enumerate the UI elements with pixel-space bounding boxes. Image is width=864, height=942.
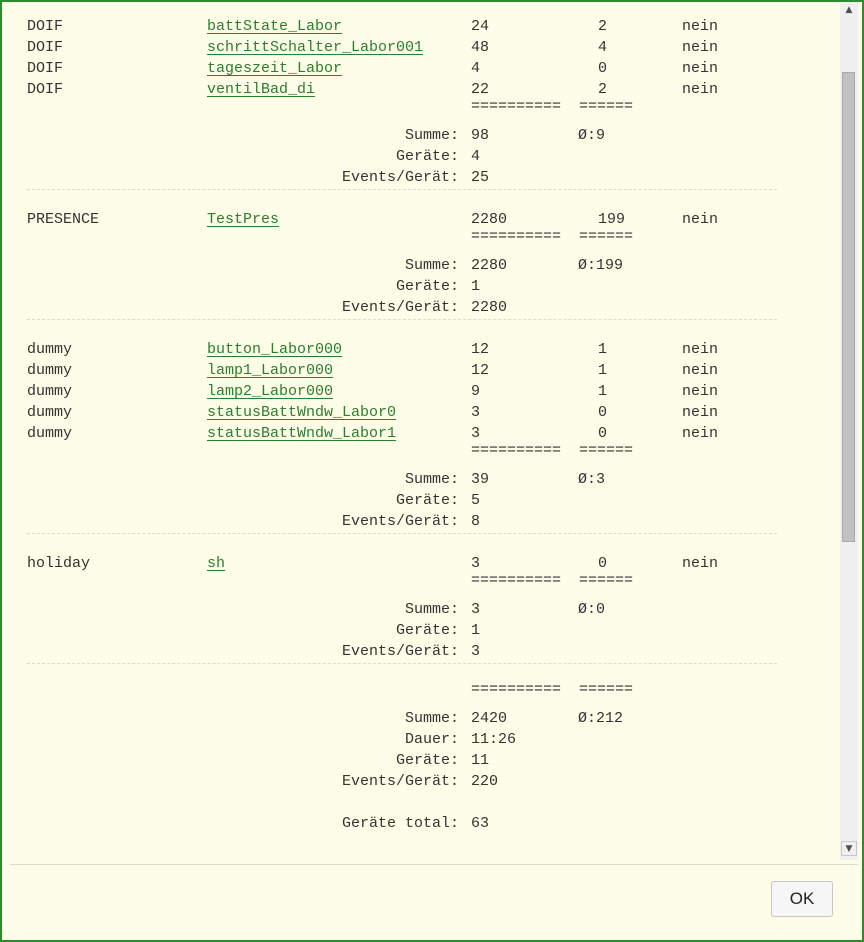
row-seconds: 0 bbox=[598, 425, 608, 442]
row-flag: nein bbox=[682, 362, 719, 379]
row-device-type: DOIF bbox=[27, 81, 64, 98]
row-event-count: 12 bbox=[471, 341, 490, 358]
row-event-count: 3 bbox=[471, 555, 481, 572]
row-device-link[interactable]: button_Labor000 bbox=[207, 341, 343, 358]
geraete-value: 5 bbox=[471, 492, 481, 509]
row-device-link[interactable]: lamp1_Labor000 bbox=[207, 362, 334, 379]
sum-separator: ========== ====== bbox=[471, 98, 634, 115]
row-event-count: 9 bbox=[471, 383, 481, 400]
row-seconds: 1 bbox=[598, 341, 608, 358]
average-value: Ø:9 bbox=[578, 127, 606, 144]
row-event-count: 22 bbox=[471, 81, 490, 98]
row-event-count: 12 bbox=[471, 362, 490, 379]
geraete-label: Geräte: bbox=[395, 492, 459, 509]
average-value: Ø:0 bbox=[578, 601, 606, 618]
summe-value: 3 bbox=[471, 601, 481, 618]
scroll-up-arrow-icon[interactable]: ▲ bbox=[841, 2, 857, 17]
row-device-type: holiday bbox=[27, 555, 91, 572]
summe-value: 98 bbox=[471, 127, 490, 144]
dialog-button-pane bbox=[10, 864, 858, 941]
row-event-count: 2280 bbox=[471, 211, 508, 228]
row-device-link[interactable]: schrittSchalter_Labor001 bbox=[207, 39, 424, 56]
row-event-count: 48 bbox=[471, 39, 490, 56]
row-seconds: 2 bbox=[598, 18, 608, 35]
row-flag: nein bbox=[682, 18, 719, 35]
events-per-device-value: 2280 bbox=[471, 299, 508, 316]
total-geraete-label: Geräte: bbox=[395, 752, 459, 769]
row-device-type: dummy bbox=[27, 383, 73, 400]
total-events-per-device-value: 220 bbox=[471, 773, 499, 790]
scrollbar-thumb[interactable] bbox=[842, 72, 855, 542]
row-seconds: 0 bbox=[598, 555, 608, 572]
total-average-value: Ø:212 bbox=[578, 710, 624, 727]
row-device-link[interactable]: statusBattWndw_Labor0 bbox=[207, 404, 397, 421]
geraete-value: 4 bbox=[471, 148, 481, 165]
summe-label: Summe: bbox=[404, 257, 459, 274]
average-value: Ø:199 bbox=[578, 257, 624, 274]
total-events-per-device-label: Events/Gerät: bbox=[341, 773, 459, 790]
row-device-type: dummy bbox=[27, 362, 73, 379]
events-per-device-label: Events/Gerät: bbox=[341, 643, 459, 660]
row-device-link[interactable]: tageszeit_Labor bbox=[207, 60, 343, 77]
sum-separator: ========== ====== bbox=[471, 572, 634, 589]
geraete-total-value: 63 bbox=[471, 815, 490, 832]
row-device-link[interactable]: battState_Labor bbox=[207, 18, 343, 35]
dauer-value: 11:26 bbox=[471, 731, 517, 748]
geraete-label: Geräte: bbox=[395, 622, 459, 639]
row-device-link[interactable]: lamp2_Labor000 bbox=[207, 383, 334, 400]
group-divider bbox=[27, 533, 777, 534]
row-event-count: 4 bbox=[471, 60, 481, 77]
total-summe-label: Summe: bbox=[404, 710, 459, 727]
total-summe-value: 2420 bbox=[471, 710, 508, 727]
row-seconds: 4 bbox=[598, 39, 608, 56]
sum-separator: ========== ====== bbox=[471, 442, 634, 459]
row-seconds: 1 bbox=[598, 362, 608, 379]
row-seconds: 199 bbox=[598, 211, 626, 228]
row-flag: nein bbox=[682, 341, 719, 358]
geraete-total-label: Geräte total: bbox=[341, 815, 459, 832]
row-device-link[interactable]: ventilBad_di bbox=[207, 81, 316, 98]
summe-label: Summe: bbox=[404, 601, 459, 618]
row-device-type: DOIF bbox=[27, 18, 64, 35]
statistics-listing bbox=[2, 2, 840, 860]
group-divider bbox=[27, 319, 777, 320]
row-flag: nein bbox=[682, 211, 719, 228]
total-geraete-value: 11 bbox=[471, 752, 490, 769]
events-per-device-value: 3 bbox=[471, 643, 481, 660]
row-flag: nein bbox=[682, 555, 719, 572]
row-seconds: 0 bbox=[598, 60, 608, 77]
summe-label: Summe: bbox=[404, 471, 459, 488]
events-per-device-label: Events/Gerät: bbox=[341, 169, 459, 186]
total-separator: ========== ====== bbox=[471, 681, 634, 698]
geraete-label: Geräte: bbox=[395, 278, 459, 295]
row-event-count: 3 bbox=[471, 404, 481, 421]
summe-label: Summe: bbox=[404, 127, 459, 144]
events-per-device-value: 8 bbox=[471, 513, 481, 530]
row-seconds: 1 bbox=[598, 383, 608, 400]
group-divider bbox=[27, 663, 777, 664]
row-flag: nein bbox=[682, 60, 719, 77]
vertical-scrollbar[interactable] bbox=[840, 2, 858, 860]
row-seconds: 2 bbox=[598, 81, 608, 98]
row-device-link[interactable]: statusBattWndw_Labor1 bbox=[207, 425, 397, 442]
average-value: Ø:3 bbox=[578, 471, 606, 488]
row-device-link[interactable]: sh bbox=[207, 555, 226, 572]
row-device-type: dummy bbox=[27, 341, 73, 358]
row-flag: nein bbox=[682, 39, 719, 56]
geraete-value: 1 bbox=[471, 622, 481, 639]
events-per-device-label: Events/Gerät: bbox=[341, 299, 459, 316]
row-flag: nein bbox=[682, 425, 719, 442]
row-flag: nein bbox=[682, 81, 719, 98]
geraete-label: Geräte: bbox=[395, 148, 459, 165]
row-event-count: 24 bbox=[471, 18, 490, 35]
geraete-value: 1 bbox=[471, 278, 481, 295]
row-device-type: dummy bbox=[27, 425, 73, 442]
row-device-type: DOIF bbox=[27, 60, 64, 77]
events-per-device-value: 25 bbox=[471, 169, 490, 186]
row-device-type: PRESENCE bbox=[27, 211, 100, 228]
row-device-link[interactable]: TestPres bbox=[207, 211, 280, 228]
row-flag: nein bbox=[682, 383, 719, 400]
row-event-count: 3 bbox=[471, 425, 481, 442]
row-flag: nein bbox=[682, 404, 719, 421]
events-per-device-label: Events/Gerät: bbox=[341, 513, 459, 530]
group-divider bbox=[27, 189, 777, 190]
row-seconds: 0 bbox=[598, 404, 608, 421]
sum-separator: ========== ====== bbox=[471, 228, 634, 245]
dauer-label: Dauer: bbox=[404, 731, 459, 748]
summe-value: 39 bbox=[471, 471, 490, 488]
summe-value: 2280 bbox=[471, 257, 508, 274]
row-device-type: DOIF bbox=[27, 39, 64, 56]
row-device-type: dummy bbox=[27, 404, 73, 421]
scroll-down-arrow-icon[interactable]: ▼ bbox=[841, 841, 857, 856]
ok-button[interactable]: OK bbox=[771, 881, 833, 917]
